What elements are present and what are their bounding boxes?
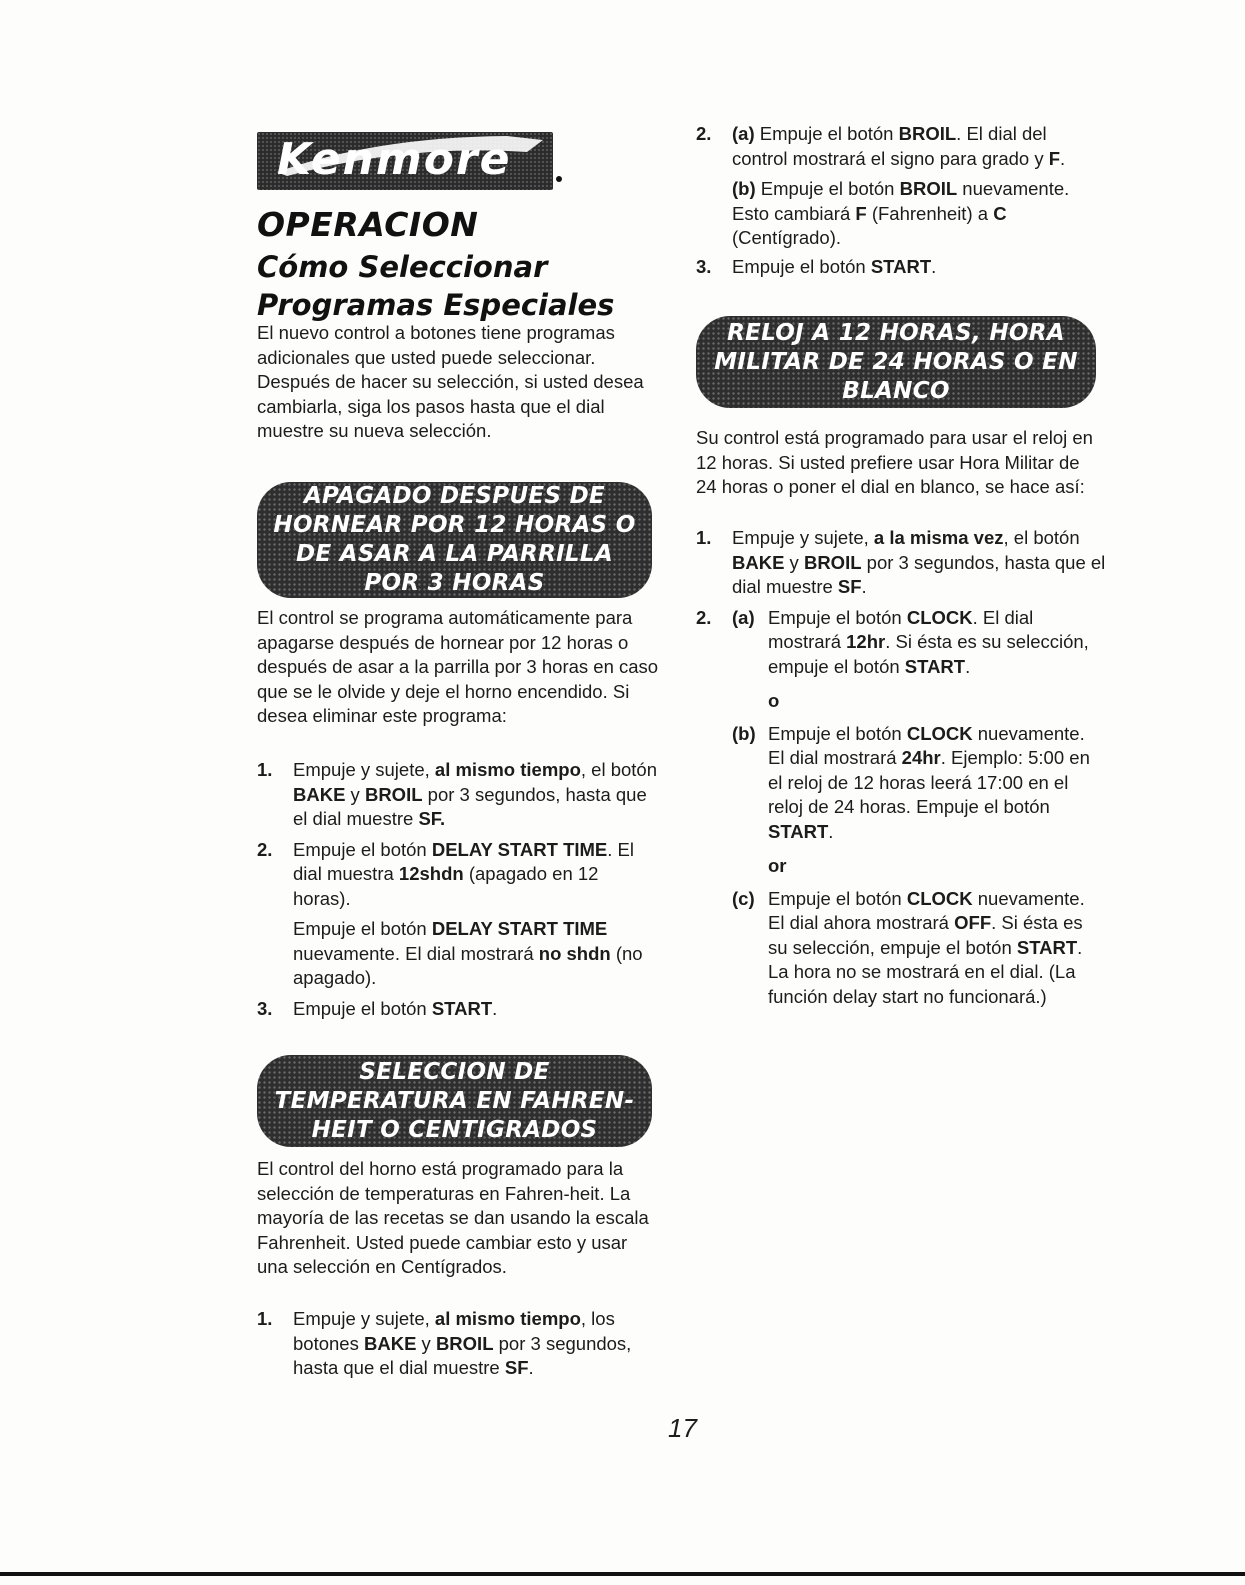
banner-auto-off: APAGADO DESPUES DE HORNEAR POR 12 HORAS O DE ASAR A LA PARRILLA POR 3 HORAS	[257, 482, 652, 598]
section3-option-a: (a) Empuje el botón CLOCK. El dial mostrará 12hr. Si ésta es su selección, empuje el botón START.	[732, 606, 1089, 677]
section3-option-b: (b) Empuje el botón CLOCK nuevamente. El dial mostrará 24hr. Ejemplo: 5:00 en el reloj de 12 horas leerá 17:00 en el reloj de 24 horas. Empuje el botón START.	[732, 722, 1090, 842]
kenmore-logo	[257, 132, 553, 190]
or-separator-2: or	[768, 855, 787, 876]
intro-paragraph: El nuevo control a botones tiene programas adicionales que usted puede seleccionar. Después de hacer su selección, si usted desea cambiarla, siga los pasos hasta que el dial muestre su nueva selección.	[257, 322, 644, 441]
section1-step-2-followup: Empuje el botón DELAY START TIME nuevamente. El dial mostrará no shdn (no apagado).	[293, 918, 643, 988]
section3-option-c: (c) Empuje el botón CLOCK nuevamente. El dial ahora mostrará OFF. Si ésta es su selección, empuje el botón START. La hora no se mostrará en el dial. (La función delay start no funcionará.)	[732, 887, 1085, 1007]
page-subtitle: Cómo Seleccionar Programas Especiales	[257, 250, 615, 322]
section3-steps	[696, 526, 1106, 1009]
section3-body: Su control está programado para usar el reloj en 12 horas. Si usted prefiere usar Hora Militar de 24 horas o poner el dial en blanco, se hace así:	[696, 427, 1093, 497]
page-number: 17	[668, 1413, 697, 1443]
section2-step-2: 2. (a) Empuje el botón BROIL. El dial del control mostrará el signo para grado y F. (b) Empuje el botón BROIL nuevamente. Esto cambiará F (Fahrenheit) a C (Centígrado).	[696, 123, 1070, 248]
section1-steps	[257, 758, 657, 1021]
logo-text: Kenmore	[277, 134, 512, 185]
section2-body: El control del horno está programado para la selección de temperaturas en Fahren-heit. La mayoría de las recetas se dan usando la escala Fahrenheit. Usted puede cambiar esto y usar una selección en Centígrados.	[257, 1158, 649, 1277]
section2-step-1: 1. Empuje y sujete, al mismo tiempo, los botones BAKE y BROIL por 3 segundos, hasta que el dial muestre SF.	[257, 1308, 632, 1378]
banner-clock-mode: RELOJ A 12 HORAS, HORA MILITAR DE 24 HORAS O EN BLANCO	[696, 316, 1096, 408]
section1-step-2: 2. Empuje el botón DELAY START TIME. El dial muestra 12shdn (apagado en 12 horas). Empuje el botón DELAY START TIME nuevamente. El dial mostrará no shdn (no apagado).	[257, 838, 657, 991]
bottom-rule	[0, 1572, 1245, 1576]
section2-steps-continued	[696, 122, 1096, 279]
page-title: OPERACION	[257, 205, 479, 244]
banner-temp-scale: SELECCION DE TEMPERATURA EN FAHREN-HEIT O CENTIGRADOS	[257, 1055, 652, 1147]
section1-step-3: 3. Empuje el botón START.	[257, 997, 498, 1019]
section3-step-1: 1. Empuje y sujete, a la misma vez, el botón BAKE y BROIL por 3 segundos, hasta que el dial muestre SF.	[696, 527, 1106, 597]
section1-body: El control se programa automáticamente para apagarse después de hornear por 12 horas o después de asar a la parrilla por 3 horas en caso que se le olvide y deje el horno encendido. Si desea eliminar este programa:	[257, 607, 659, 726]
section2-step-3: 3. Empuje el botón START.	[696, 255, 937, 277]
section1-step-1: 1. Empuje y sujete, al mismo tiempo, el botón BAKE y BROIL por 3 segundos, hasta que el dial muestre SF.	[257, 759, 658, 829]
or-separator-1: o	[768, 690, 780, 711]
logo-dot	[556, 176, 562, 182]
section3-step-2: 2. (a) Empuje el botón CLOCK. El dial mostrará 12hr. Si ésta es su selección, empuje el botón START. o (b) Empuje el botón CLOCK nuevamente. El dial mostrará 24hr. Ejemplo: 5:00 en el reloj de 12 horas leerá 17:00 en el reloj de 24 horas. Empuje el botón START. or (c) Empuje el botón CLOCK nuevamente. El dial ahora mostrará OFF. Si ésta es su selección, empuje el botón START. La hora no se mostrará en el dial. (La función delay start no funcionará.)	[696, 606, 1106, 1010]
